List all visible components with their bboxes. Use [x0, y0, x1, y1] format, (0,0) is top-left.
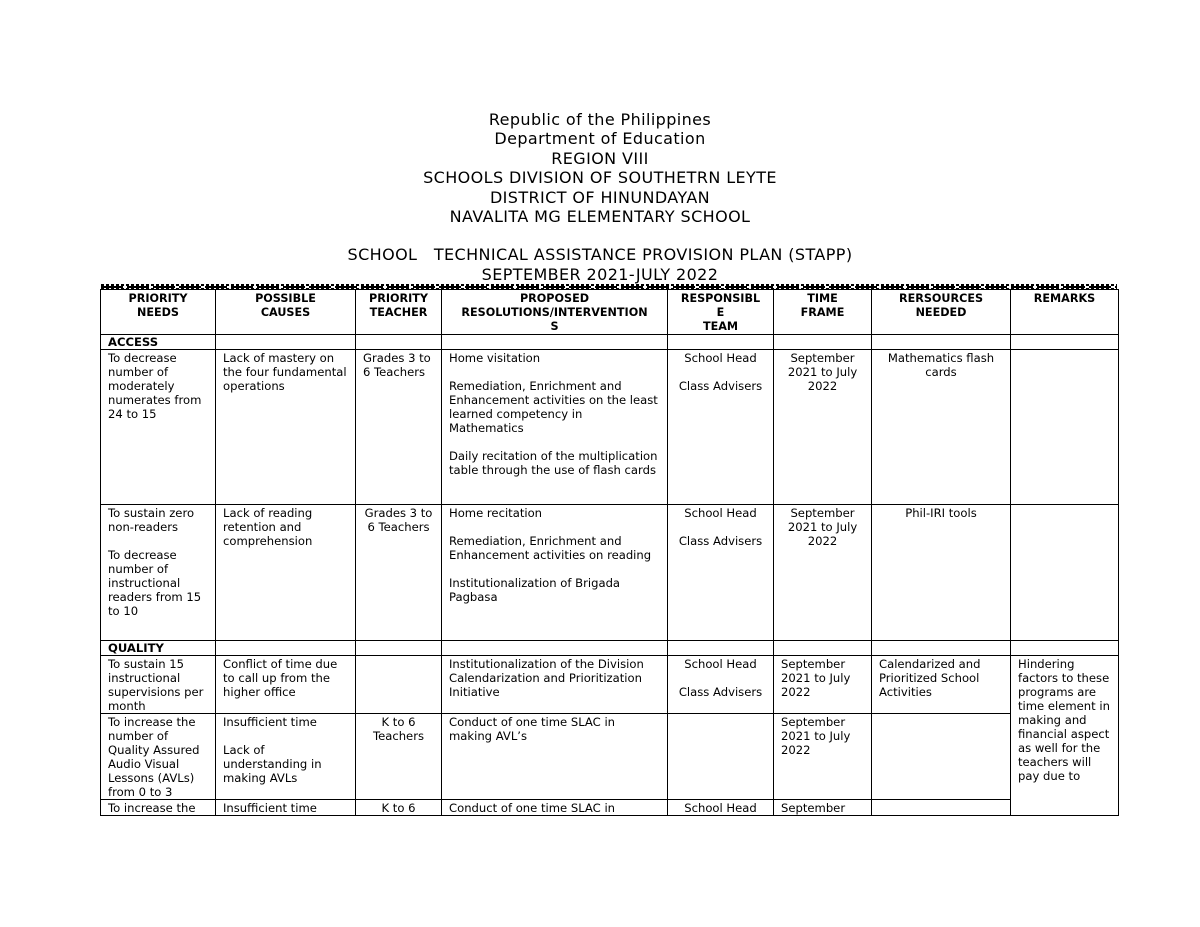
- col-priority-needs: PRIORITY NEEDS: [101, 290, 216, 335]
- col-resources-needed: RERSOURCES NEEDED: [872, 290, 1011, 335]
- cell-teacher: [356, 656, 442, 714]
- col-responsible-team: RESPONSIBL E TEAM: [668, 290, 774, 335]
- cell-remarks: [1011, 505, 1119, 641]
- document-header: [0, 110, 1200, 284]
- cell-resources: [872, 714, 1011, 800]
- decorative-border-inner: [101, 286, 1117, 288]
- cell-resolutions: Institutionalization of the Division Calendarization and Prioritization Initiative: [442, 656, 668, 714]
- cell-team: School Head Class Advisers: [668, 656, 774, 714]
- cell-team: School Head: [668, 800, 774, 816]
- table-row: [101, 505, 1119, 641]
- cell-teacher: Grades 3 to 6 Teachers: [356, 505, 442, 641]
- cell-causes: Lack of reading retention and comprehension: [216, 505, 356, 641]
- document-title: SCHOOL TECHNICAL ASSISTANCE PROVISION PLAN (STAPP): [347, 245, 853, 265]
- header-region: REGION VIII: [551, 148, 649, 168]
- cell-remarks: [1011, 350, 1119, 505]
- cell-time: September: [774, 800, 872, 816]
- cell-needs: To decrease number of moderately numerates from 24 to 15: [101, 350, 216, 505]
- cell-causes: Insufficient time Lack of understanding in making AVLs: [216, 714, 356, 800]
- cell-needs: To increase the: [101, 800, 216, 816]
- table-header-row: [101, 290, 1119, 335]
- document-period: SEPTEMBER 2021-JULY 2022: [481, 264, 719, 284]
- stapp-table: [100, 289, 1119, 816]
- cell-causes: Insufficient time: [216, 800, 356, 816]
- col-proposed-resolutions: PROPOSED RESOLUTIONS/INTERVENTION S: [442, 290, 668, 335]
- cell-resolutions: Conduct of one time SLAC in making AVL’s: [442, 714, 668, 800]
- col-remarks: REMARKS: [1011, 290, 1119, 335]
- table-row: [101, 714, 1119, 800]
- cell-needs: To sustain zero non-readers To decrease number of instructional readers from 15 to 10: [101, 505, 216, 641]
- cell-needs: To sustain 15 instructional supervisions per month: [101, 656, 216, 714]
- cell-resources: [872, 800, 1011, 816]
- table-row: [101, 350, 1119, 505]
- section-label: QUALITY: [101, 641, 216, 656]
- cell-remarks: Hindering factors to these programs are time element in making and financial aspect as well for the teachers will pay due to: [1011, 656, 1119, 816]
- col-possible-causes: POSSIBLE CAUSES: [216, 290, 356, 335]
- cell-resolutions: Home recitation Remediation, Enrichment and Enhancement activities on reading Institutionalization of Brigada Pagbasa: [442, 505, 668, 641]
- cell-causes: Conflict of time due to call up from the higher office: [216, 656, 356, 714]
- cell-teacher: K to 6 Teachers: [356, 714, 442, 800]
- cell-resources: Mathematics flash cards: [872, 350, 1011, 505]
- header-school: NAVALITA MG ELEMENTARY SCHOOL: [449, 207, 751, 227]
- cell-time: September 2021 to July 2022: [774, 656, 872, 714]
- section-access-row: [101, 335, 1119, 350]
- col-time-frame: TIME FRAME: [774, 290, 872, 335]
- col-priority-teacher: PRIORITY TEACHER: [356, 290, 442, 335]
- cell-time: September 2021 to July 2022: [774, 505, 872, 641]
- header-division: SCHOOLS DIVISION OF SOUTHETRN LEYTE: [423, 168, 777, 188]
- cell-resolutions: Home visitation Remediation, Enrichment and Enhancement activities on the least learned competency in Mathematics Daily recitation of the multiplication table through the use of flash cards: [442, 350, 668, 505]
- header-republic: Republic of the Philippines: [488, 110, 712, 129]
- cell-team: [668, 714, 774, 800]
- table-row: [101, 656, 1119, 714]
- header-spacer: [0, 226, 1200, 245]
- cell-team: School Head Class Advisers: [668, 505, 774, 641]
- cell-teacher: Grades 3 to 6 Teachers: [356, 350, 442, 505]
- header-department: Department of Education: [494, 129, 706, 149]
- section-quality-row: [101, 641, 1119, 656]
- cell-resources: Calendarized and Prioritized School Activities: [872, 656, 1011, 714]
- cell-needs: To increase the number of Quality Assured Audio Visual Lessons (AVLs) from 0 to 3: [101, 714, 216, 800]
- section-label: ACCESS: [101, 335, 216, 350]
- table-row: [101, 800, 1119, 816]
- cell-teacher: K to 6: [356, 800, 442, 816]
- header-district: DISTRICT OF HINUNDAYAN: [489, 187, 711, 207]
- cell-resources: Phil-IRI tools: [872, 505, 1011, 641]
- cell-resolutions: Conduct of one time SLAC in: [442, 800, 668, 816]
- cell-time: September 2021 to July 2022: [774, 714, 872, 800]
- cell-time: September 2021 to July 2022: [774, 350, 872, 505]
- cell-team: School Head Class Advisers: [668, 350, 774, 505]
- cell-causes: Lack of mastery on the four fundamental operations: [216, 350, 356, 505]
